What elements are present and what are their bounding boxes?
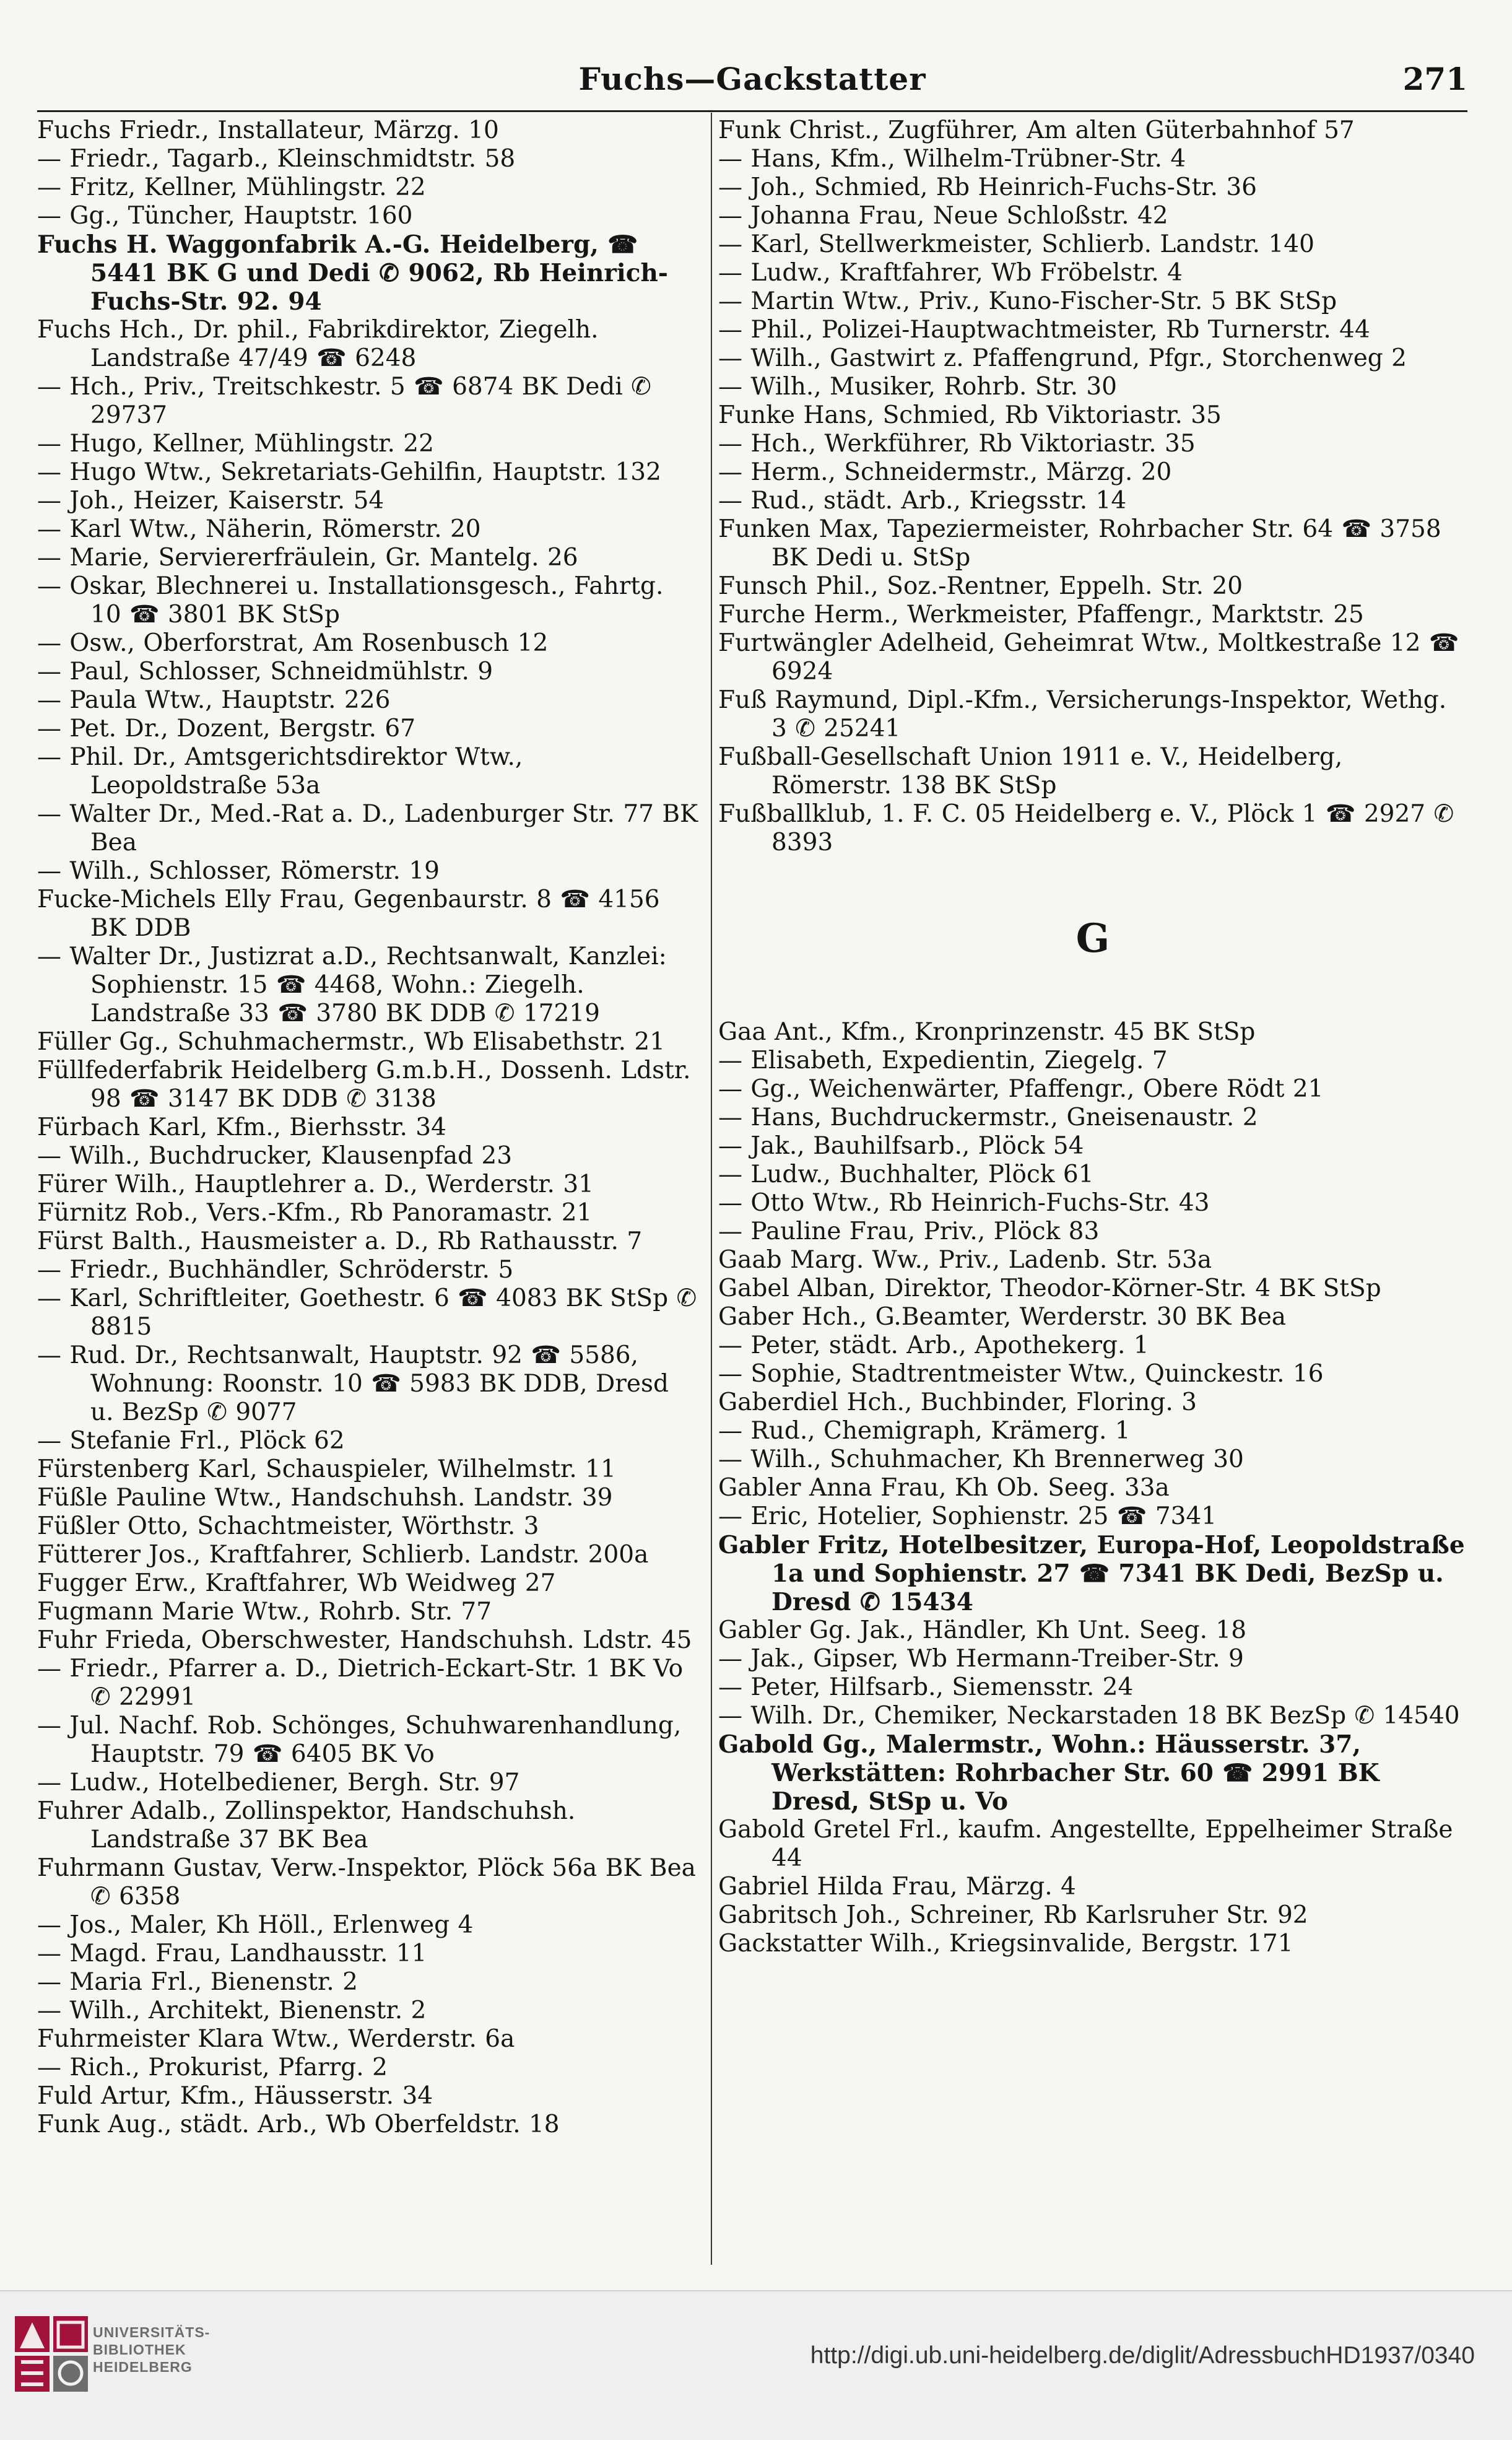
directory-entry: Gaberdiel Hch., Buchbinder, Floring. 3 — [718, 1388, 1197, 1416]
directory-entry: Funk Aug., städt. Arb., Wb Oberfeldstr. 18 — [37, 2111, 560, 2138]
directory-entry: Gabler Anna Frau, Kh Ob. Seeg. 33a — [718, 1474, 1170, 1502]
left-column — [37, 116, 700, 2139]
directory-entry: Gabler Gg. Jak., Händler, Kh Unt. Seeg. 18 — [718, 1616, 1247, 1644]
directory-entry: — Paula Wtw., Hauptstr. 226 — [37, 686, 391, 714]
page-number: 271 — [1402, 61, 1467, 97]
directory-entry: — Paul, Schlosser, Schneidmühlstr. 9 — [37, 658, 493, 686]
directory-entry: — Karl Wtw., Näherin, Römerstr. 20 — [37, 515, 481, 543]
library-name-line: UNIVERSITÄTS- — [93, 2324, 211, 2340]
directory-entry: — Martin Wtw., Priv., Kuno-Fischer-Str. 5 BK StSp — [718, 287, 1337, 315]
directory-entry: — Wilh., Buchdrucker, Klausenpfad 23 — [37, 1142, 513, 1170]
directory-entry: — Wilh., Musiker, Rohrb. Str. 30 — [718, 373, 1117, 401]
directory-entry: Funke Hans, Schmied, Rb Viktoriastr. 35 — [718, 401, 1222, 429]
university-library-logo-icon — [15, 2316, 88, 2393]
directory-entry: Fuhrmeister Klara Wtw., Werderstr. 6a — [37, 2025, 515, 2053]
directory-entry: Gaa Ant., Kfm., Kronprinzenstr. 45 BK StSp — [718, 1018, 1256, 1046]
directory-entry: — Karl, Stellwerkmeister, Schlierb. Landstr. 140 — [718, 230, 1314, 258]
directory-entry: Gabold Gg., Malermstr., Wohn.: Häusserstr. 37, Werkstätten: Rohrbacher Str. 60 ☎ 2991 BK Dresd, StSp u. Vo — [718, 1730, 1379, 1816]
directory-entry: Fuhrer Adalb., Zollinspektor, Handschuhsh. Landstraße 37 BK Bea — [37, 1797, 576, 1854]
directory-entry: — Eric, Hotelier, Sophienstr. 25 ☎ 7341 — [718, 1502, 1217, 1530]
directory-entry: Fucke-Michels Elly Frau, Gegenbaurstr. 8 ☎ 4156 BK DDB — [37, 886, 660, 942]
directory-entry: — Peter, städt. Arb., Apothekerg. 1 — [718, 1331, 1149, 1359]
directory-entry: Fürer Wilh., Hauptlehrer a. D., Werderstr. 31 — [37, 1170, 594, 1198]
directory-entry: Fuchs Friedr., Installateur, Märzg. 10 — [37, 116, 499, 144]
directory-entry: Fuhrmann Gustav, Verw.-Inspektor, Plöck 56a BK Bea ✆ 6358 — [37, 1854, 696, 1911]
directory-entry: Fuhr Frieda, Oberschwester, Handschuhsh. Ldstr. 45 — [37, 1626, 692, 1654]
directory-entry: — Elisabeth, Expedientin, Ziegelg. 7 — [718, 1047, 1168, 1074]
directory-entry: — Wilh., Architekt, Bienenstr. 2 — [37, 1997, 427, 2024]
directory-entry: — Joh., Schmied, Rb Heinrich-Fuchs-Str. 36 — [718, 173, 1257, 201]
directory-entry: Fürnitz Rob., Vers.-Kfm., Rb Panoramastr. 21 — [37, 1199, 593, 1227]
directory-entry: — Hans, Kfm., Wilhelm-Trübner-Str. 4 — [718, 145, 1186, 173]
section-letter: G — [1075, 915, 1110, 962]
directory-entry: Fürstenberg Karl, Schauspieler, Wilhelmstr. 11 — [37, 1455, 616, 1483]
footer-bar — [0, 2290, 1512, 2440]
directory-entry: — Magd. Frau, Landhausstr. 11 — [37, 1940, 427, 1967]
directory-entry: Gabler Fritz, Hotelbesitzer, Europa-Hof, Leopoldstraße 1a und Sophienstr. 27 ☎ 7341 BK Dedi, BezSp u. Dresd ✆ 15434 — [718, 1531, 1465, 1616]
directory-entry: — Herm., Schneidermstr., Märzg. 20 — [718, 458, 1172, 486]
directory-entry: — Stefanie Frl., Plöck 62 — [37, 1427, 345, 1455]
directory-entry: — Wilh., Schlosser, Römerstr. 19 — [37, 857, 440, 885]
directory-entry: — Karl, Schriftleiter, Goethestr. 6 ☎ 4083 BK StSp ✆ 8815 — [37, 1284, 697, 1341]
directory-entry: — Hch., Werkführer, Rb Viktoriastr. 35 — [718, 430, 1196, 458]
directory-entry: — Hugo, Kellner, Mühlingstr. 22 — [37, 430, 434, 458]
directory-entry: Furche Herm., Werkmeister, Pfaffengr., Marktstr. 25 — [718, 601, 1364, 629]
running-head: Fuchs—Gackstatter — [578, 61, 926, 97]
directory-entry: — Pet. Dr., Dozent, Bergstr. 67 — [37, 715, 416, 743]
source-url[interactable]: http://digi.ub.uni-heidelberg.de/diglit/AdressbuchHD1937/0340 — [810, 2342, 1475, 2369]
directory-entry: — Pauline Frau, Priv., Plöck 83 — [718, 1218, 1100, 1245]
directory-entry: Fuchs Hch., Dr. phil., Fabrikdirektor, Ziegelh. Landstraße 47/49 ☎ 6248 — [37, 316, 599, 372]
right-column-top — [718, 116, 1467, 857]
directory-entry: — Ludw., Kraftfahrer, Wb Fröbelstr. 4 — [718, 259, 1183, 287]
library-name — [93, 2324, 210, 2376]
column-divider — [711, 113, 712, 2265]
directory-entry: — Wilh., Schuhmacher, Kh Brennerweg 30 — [718, 1445, 1244, 1473]
directory-entry: — Jak., Gipser, Wb Hermann-Treiber-Str. 9 — [718, 1645, 1244, 1673]
directory-entry: — Wilh. Dr., Chemiker, Neckarstaden 18 BK BezSp ✆ 14540 — [718, 1702, 1460, 1730]
page-header — [37, 61, 1467, 100]
directory-entry: — Fritz, Kellner, Mühlingstr. 22 — [37, 173, 426, 201]
directory-entry: — Friedr., Tagarb., Kleinschmidtstr. 58 — [37, 145, 516, 173]
directory-entry: — Johanna Frau, Neue Schloßstr. 42 — [718, 202, 1168, 230]
directory-entry: — Gg., Tüncher, Hauptstr. 160 — [37, 202, 413, 230]
directory-entry: Furtwängler Adelheid, Geheimrat Wtw., Moltkestraße 12 ☎ 6924 — [718, 629, 1459, 686]
directory-entry: — Maria Frl., Bienenstr. 2 — [37, 1968, 358, 1996]
directory-entry: Gabold Gretel Frl., kaufm. Angestellte, Eppelheimer Straße 44 — [718, 1816, 1453, 1872]
directory-entry: — Marie, Serviererfräulein, Gr. Mantelg. 26 — [37, 544, 578, 572]
header-rule — [37, 110, 1467, 112]
directory-entry: Fütterer Jos., Kraftfahrer, Schlierb. Landstr. 200a — [37, 1541, 649, 1569]
directory-entry: Fußball-Gesellschaft Union 1911 e. V., Heidelberg, Römerstr. 138 BK StSp — [718, 743, 1343, 800]
directory-entry: — Rud., städt. Arb., Kriegsstr. 14 — [718, 487, 1127, 515]
directory-entry: Fuchs H. Waggonfabrik A.-G. Heidelberg, ☎ 5441 BK G und Dedi ✆ 9062, Rb Heinrich-Fuchs-Str. 92. 94 — [37, 230, 668, 316]
directory-entry: — Joh., Heizer, Kaiserstr. 54 — [37, 487, 385, 515]
directory-entry: — Walter Dr., Med.-Rat a. D., Ladenburger Str. 77 BK Bea — [37, 800, 698, 856]
right-column-bottom — [718, 1018, 1467, 1958]
directory-entry: Gaab Marg. Ww., Priv., Ladenb. Str. 53a — [718, 1246, 1212, 1274]
directory-entry: — Sophie, Stadtrentmeister Wtw., Quinckestr. 16 — [718, 1360, 1324, 1388]
directory-entry: — Gg., Weichenwärter, Pfaffengr., Obere Rödt 21 — [718, 1075, 1324, 1103]
directory-entry: Fugger Erw., Kraftfahrer, Wb Weidweg 27 — [37, 1569, 556, 1597]
library-name-line: HEIDELBERG — [93, 2359, 193, 2375]
directory-entry: — Peter, Hilfsarb., Siemensstr. 24 — [718, 1673, 1134, 1701]
directory-entry: — Rud. Dr., Rechtsanwalt, Hauptstr. 92 ☎ 5586, Wohnung: Roonstr. 10 ☎ 5983 BK DDB, Dresd u. BezSp ✆ 9077 — [37, 1341, 669, 1426]
directory-entry: — Walter Dr., Justizrat a.D., Rechtsanwalt, Kanzlei: Sophienstr. 15 ☎ 4468, Wohn.: Ziegelh. Landstraße 33 ☎ 3780 BK DDB ✆ 17219 — [37, 943, 667, 1027]
directory-entry: Fuß Raymund, Dipl.-Kfm., Versicherungs-Inspektor, Wethg. 3 ✆ 25241 — [718, 686, 1447, 743]
directory-entry: — Jos., Maler, Kh Höll., Erlenweg 4 — [37, 1911, 474, 1939]
directory-entry: — Hans, Buchdruckermstr., Gneisenaustr. 2 — [718, 1104, 1258, 1131]
directory-entry: Funk Christ., Zugführer, Am alten Güterbahnhof 57 — [718, 116, 1355, 144]
directory-entry: — Rud., Chemigraph, Krämerg. 1 — [718, 1417, 1131, 1445]
directory-entry: — Friedr., Buchhändler, Schröderstr. 5 — [37, 1256, 514, 1284]
directory-entry: Füßler Otto, Schachtmeister, Wörthstr. 3 — [37, 1512, 539, 1540]
directory-entry: Füller Gg., Schuhmachermstr., Wb Elisabethstr. 21 — [37, 1028, 666, 1056]
directory-entry: — Ludw., Hotelbediener, Bergh. Str. 97 — [37, 1769, 520, 1797]
directory-entry: — Ludw., Buchhalter, Plöck 61 — [718, 1161, 1094, 1188]
directory-entry: Füllfederfabrik Heidelberg G.m.b.H., Dossenh. Ldstr. 98 ☎ 3147 BK DDB ✆ 3138 — [37, 1057, 691, 1113]
directory-entry: Gabritsch Joh., Schreiner, Rb Karlsruher Str. 92 — [718, 1901, 1308, 1929]
directory-entry: — Wilh., Gastwirt z. Pfaffengrund, Pfgr., Storchenweg 2 — [718, 344, 1407, 372]
directory-entry: Gabriel Hilda Frau, Märzg. 4 — [718, 1873, 1076, 1901]
right-column — [718, 116, 1467, 1958]
directory-entry: Füßle Pauline Wtw., Handschuhsh. Landstr. 39 — [37, 1484, 613, 1512]
directory-entry: — Friedr., Pfarrer a. D., Dietrich-Eckart-Str. 1 BK Vo ✆ 22991 — [37, 1655, 684, 1711]
directory-entry: — Oskar, Blechnerei u. Installationsgesch., Fahrtg. 10 ☎ 3801 BK StSp — [37, 572, 664, 629]
directory-entry: Gackstatter Wilh., Kriegsinvalide, Bergstr. 171 — [718, 1930, 1293, 1958]
directory-entry: Funken Max, Tapeziermeister, Rohrbacher Str. 64 ☎ 3758 BK Dedi u. StSp — [718, 515, 1441, 572]
directory-entry: Fugmann Marie Wtw., Rohrb. Str. 77 — [37, 1598, 492, 1626]
directory-entry: Gaber Hch., G.Beamter, Werderstr. 30 BK Bea — [718, 1303, 1287, 1331]
directory-entry: — Jak., Bauhilfsarb., Plöck 54 — [718, 1132, 1084, 1160]
directory-entry: Fußballklub, 1. F. C. 05 Heidelberg e. V., Plöck 1 ☎ 2927 ✆ 8393 — [718, 800, 1454, 856]
directory-entry: — Rich., Prokurist, Pfarrg. 2 — [37, 2054, 388, 2081]
directory-entry: Gabel Alban, Direktor, Theodor-Körner-Str. 4 BK StSp — [718, 1274, 1381, 1302]
directory-entry: Funsch Phil., Soz.-Rentner, Eppelh. Str. 20 — [718, 572, 1243, 600]
directory-entry: Fürbach Karl, Kfm., Bierhsstr. 34 — [37, 1113, 446, 1141]
section-gap — [718, 857, 1467, 914]
directory-entry: — Osw., Oberforstrat, Am Rosenbusch 12 — [37, 629, 549, 657]
library-name-line: BIBLIOTHEK — [93, 2342, 186, 2358]
directory-entry: — Hugo Wtw., Sekretariats-Gehilfin, Hauptstr. 132 — [37, 458, 661, 486]
directory-entry: — Phil., Polizei-Hauptwachtmeister, Rb Turnerstr. 44 — [718, 316, 1370, 344]
directory-entry: — Phil. Dr., Amtsgerichtsdirektor Wtw., Leopoldstraße 53a — [37, 743, 523, 800]
directory-entry: Fürst Balth., Hausmeister a. D., Rb Rathausstr. 7 — [37, 1227, 643, 1255]
directory-entry: — Otto Wtw., Rb Heinrich-Fuchs-Str. 43 — [718, 1189, 1210, 1217]
directory-entry: Fuld Artur, Kfm., Häusserstr. 34 — [37, 2082, 433, 2110]
directory-entry: — Jul. Nachf. Rob. Schönges, Schuhwarenhandlung, Hauptstr. 79 ☎ 6405 BK Vo — [37, 1712, 682, 1768]
directory-entry: — Hch., Priv., Treitschkestr. 5 ☎ 6874 BK Dedi ✆ 29737 — [37, 373, 651, 429]
